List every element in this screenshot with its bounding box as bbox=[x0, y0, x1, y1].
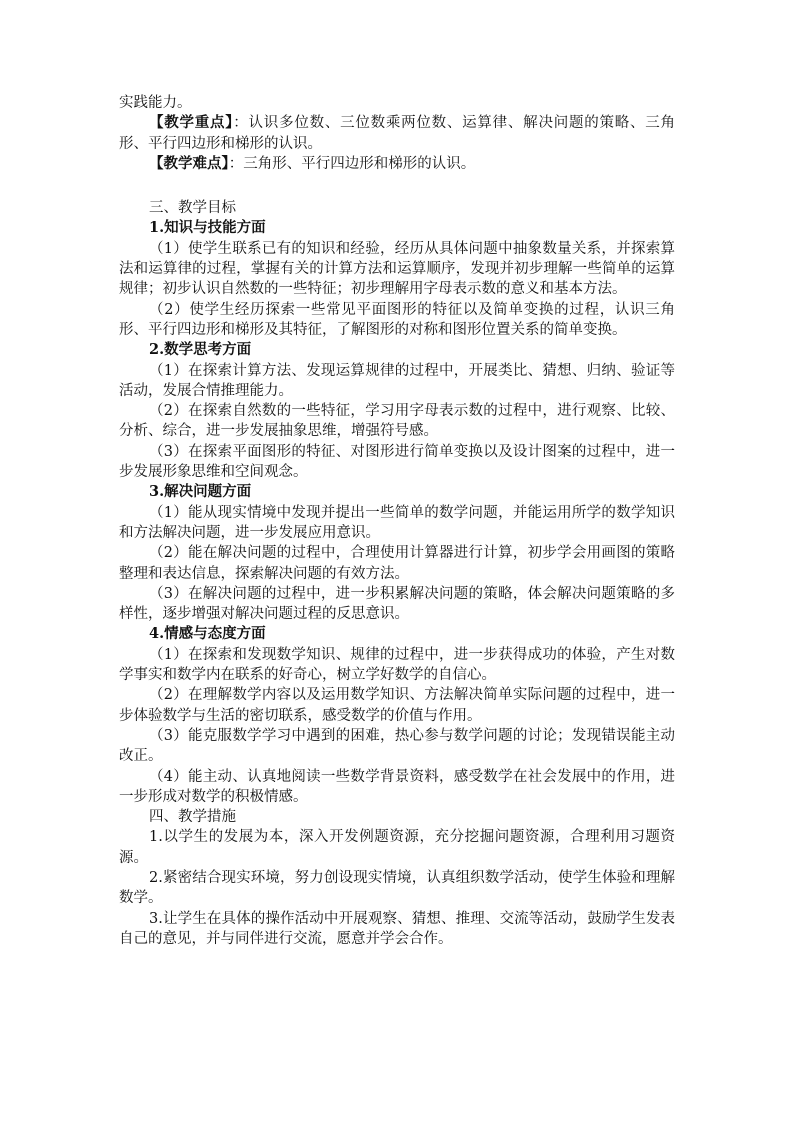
section4-title: 四、教学措施 bbox=[149, 809, 236, 826]
document-body bbox=[119, 93, 675, 949]
section3-sub2-p3: （3）在探索平面图形的特征、对图形进行简单变换以及设计图案的过程中，进一步发展形象思维和空间观念。 bbox=[119, 443, 675, 481]
section4-p1: 1.以学生的发展为本，深入开发例题资源，充分挖掘问题资源，合理利用习题资源。 bbox=[119, 829, 675, 866]
intro-tail: 实践能力。 bbox=[119, 95, 192, 111]
section3-sub3-p2: （2）能在解决问题的过程中，合理使用计算器进行计算，初步学会用画图的策略整理和表达信息，探索解决问题的有效方法。 bbox=[119, 545, 675, 582]
difficult-points-text: ：三角形、平行四边形和梯形的认识。 bbox=[228, 155, 476, 172]
section3-sub2-p1: （1）在探索计算方法、发现运算规律的过程中，开展类比、猜想、归纳、验证等活动，发展合情推理能力。 bbox=[119, 362, 675, 399]
section3-sub1-title: 1.知识与技能方面 bbox=[149, 219, 266, 237]
section3-sub4-p1: （1）在探索和发现数学知识、规律的过程中，进一步获得成功的体验，产生对数学事实和数学内在联系的好奇心，树立学好数学的自信心。 bbox=[119, 646, 675, 684]
section4-p2: 2.紧密结合现实环境，努力创设现实情境，认真组织数学活动，使学生体验和理解数学。 bbox=[119, 869, 675, 907]
difficult-points-label: 【教学难点】 bbox=[149, 154, 229, 172]
difficult-points-paragraph bbox=[119, 154, 675, 174]
section3-sub3-title: 3.解决问题方面 bbox=[149, 483, 252, 501]
key-points-paragraph bbox=[119, 113, 675, 154]
section3-sub1-p1: （1）使学生联系已有的知识和经验，经历从具体问题中抽象数量关系，并探索算法和运算律的过程，掌握有关的计算方法和运算顺序，发现并初步理解一些简单的运算规律；初步认识自然数的一些特征；初步理解用字母表示数的意义和基本方法。 bbox=[119, 240, 675, 298]
spacer bbox=[119, 174, 675, 198]
section3-title: 三、教学目标 bbox=[149, 200, 236, 217]
section3-sub3-p1: （1）能从现实情境中发现并提出一些简单的数学问题，并能运用所学的数学知识和方法解决问题，进一步发展应用意识。 bbox=[119, 504, 675, 541]
section4-p3: 3.让学生在具体的操作活动中开展观察、猜想、推理、交流等活动，鼓励学生发表自己的意见，并与同伴进行交流，愿意并学会合作。 bbox=[119, 910, 675, 947]
section3-sub1-p2: （2）使学生经历探索一些常见平面图形的特征以及简单变换的过程，认识三角形、平行四边形和梯形及其特征，了解图形的对称和图形位置关系的简单变换。 bbox=[119, 301, 675, 338]
section3-sub2-title: 2.数学思考方面 bbox=[149, 341, 252, 359]
section3-sub2-p2: （2）在探索自然数的一些特征，学习用字母表示数的过程中，进行观察、比较、分析、综合，进一步发展抽象思维，增强符号感。 bbox=[119, 403, 675, 440]
section3-sub3-p3: （3）在解决问题的过程中，进一步积累解决问题的策略，体会解决问题策略的多样性，逐步增强对解决问题过程的反思意识。 bbox=[119, 585, 675, 623]
section3-sub4-p2: （2）在理解数学内容以及运用数学知识、方法解决简单实际问题的过程中，进一步体验数学与生活的密切联系，感受数学的价值与作用。 bbox=[119, 687, 675, 724]
section3-sub4-p3: （3）能克服数学学习中遇到的困难，热心参与数学问题的讨论；发现错误能主动改正。 bbox=[119, 727, 675, 765]
section3-sub4-title: 4.情感与态度方面 bbox=[149, 625, 266, 643]
key-points-text: ：认识多位数、三位数乘两位数、运算律、解决问题的策略、三角形、平行四边形和梯形的认识。 bbox=[119, 115, 676, 152]
key-points-label: 【教学重点】 bbox=[149, 114, 234, 132]
section3-sub4-p4: （4）能主动、认真地阅读一些数学背景资料，感受数学在社会发展中的作用，进一步形成对数学的积极情感。 bbox=[119, 768, 675, 805]
